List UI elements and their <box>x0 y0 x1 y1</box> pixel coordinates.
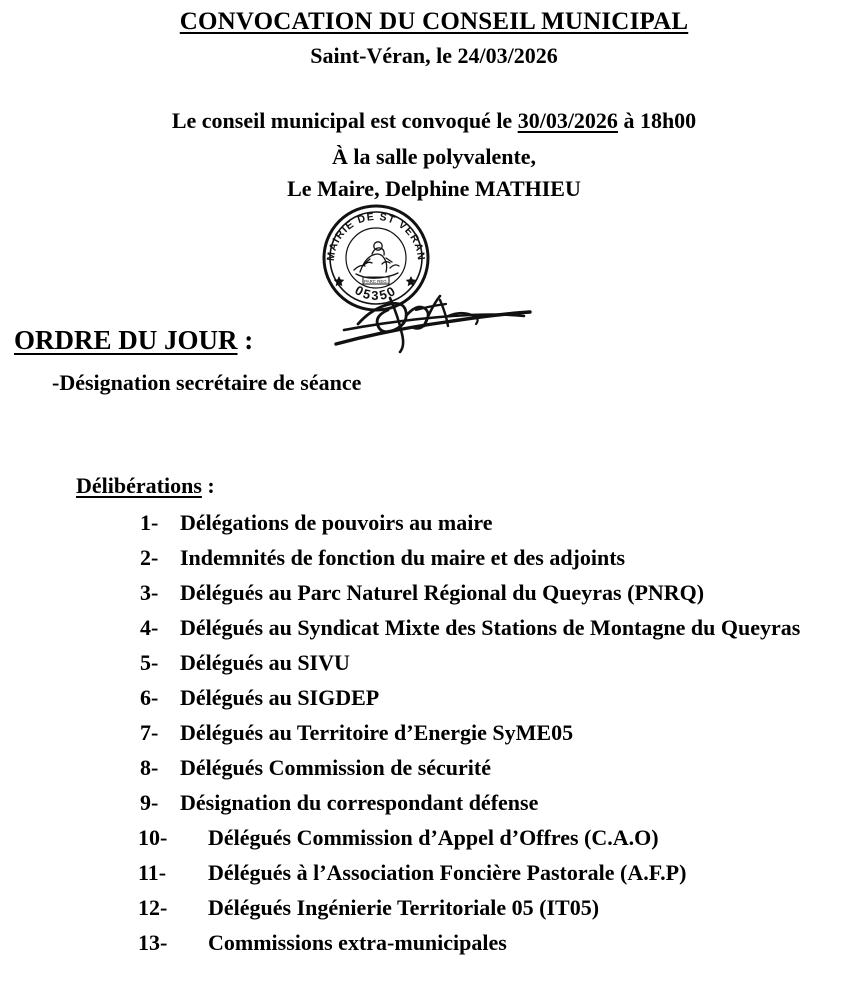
deliberation-item <box>0 610 868 645</box>
deliberation-label: Délégués au SIGDEP <box>180 685 380 710</box>
deliberation-number: 1- <box>140 510 159 535</box>
official-stamp-icon <box>320 202 432 314</box>
deliberation-number: 11- <box>138 860 167 885</box>
deliberation-number: 7- <box>140 720 159 745</box>
handwritten-signature <box>328 286 538 358</box>
deliberation-item <box>0 820 868 855</box>
deliberation-item <box>0 855 868 890</box>
deliberation-label: Délégués au SIVU <box>180 650 350 675</box>
deliberations-heading-colon: : <box>201 473 215 498</box>
deliberation-label: Commissions extra-municipales <box>208 930 507 955</box>
deliberations-list <box>0 505 868 960</box>
deliberations-heading <box>76 473 215 498</box>
deliberation-item <box>0 890 868 925</box>
deliberation-item <box>0 505 868 540</box>
deliberation-number: 5- <box>140 650 159 675</box>
deliberation-number: 2- <box>140 545 159 570</box>
svg-text:05350: 05350 <box>352 282 400 303</box>
deliberation-label: Délégués Commission de sécurité <box>180 755 492 780</box>
mayor-line: Le Maire, Delphine MATHIEU <box>287 176 581 201</box>
deliberation-label: Délégués au Syndicat Mixte des Stations de Montagne du Queyras <box>180 615 801 640</box>
deliberation-label: Délégués à l’Association Foncière Pastorale (A.F.P) <box>208 860 687 885</box>
deliberation-number: 4- <box>140 615 159 640</box>
svg-text:PARC REG.: PARC REG. <box>364 279 388 284</box>
deliberation-label: Délégations de pouvoirs au maire <box>180 510 493 535</box>
agenda-heading-text: ORDRE DU JOUR <box>14 325 238 355</box>
deliberation-number: 9- <box>140 790 159 815</box>
deliberation-number: 3- <box>140 580 159 605</box>
deliberation-number: 12- <box>138 895 168 920</box>
deliberation-label: Délégués Commission d’Appel d’Offres (C.A.O) <box>208 825 659 850</box>
convocation-prefix: Le conseil municipal est convoqué le <box>171 108 518 133</box>
deliberation-item <box>0 785 868 820</box>
svg-text:MAIRIE DE ST VERAN: MAIRIE DE ST VERAN <box>324 210 428 262</box>
deliberation-number: 10- <box>138 825 168 850</box>
deliberation-item <box>0 750 868 785</box>
deliberation-item <box>0 575 868 610</box>
deliberation-label: Délégués Ingénierie Territoriale 05 (IT05) <box>208 895 600 920</box>
agenda-heading <box>14 326 253 356</box>
deliberation-number: 13- <box>138 930 168 955</box>
page-title <box>0 8 868 36</box>
deliberation-label: Délégués au Territoire d’Energie SyME05 <box>180 720 574 745</box>
agenda-item-secretary: -Désignation secrétaire de séance <box>52 370 362 395</box>
meeting-date: 30/03/2026 <box>517 108 618 133</box>
deliberations-heading-text: Délibérations <box>76 473 202 498</box>
deliberation-item <box>0 645 868 680</box>
place-and-date: Saint-Véran, le 24/03/2026 <box>310 43 558 68</box>
page-title-text: CONVOCATION DU CONSEIL MUNICIPAL <box>179 8 689 35</box>
deliberation-item <box>0 540 868 575</box>
deliberation-item <box>0 680 868 715</box>
deliberation-label: Délégués au Parc Naturel Régional du Queyras (PNRQ) <box>180 580 705 605</box>
agenda-heading-colon: : <box>237 325 254 355</box>
convocation-suffix: à 18h00 <box>617 108 697 133</box>
deliberation-label: Désignation du correspondant défense <box>180 790 539 815</box>
deliberation-label: Indemnités de fonction du maire et des adjoints <box>180 545 626 570</box>
deliberation-item <box>0 715 868 750</box>
convocation-line <box>0 108 868 133</box>
venue-line: À la salle polyvalente, <box>331 144 537 169</box>
deliberation-number: 6- <box>140 685 159 710</box>
deliberation-item <box>0 925 868 960</box>
deliberation-number: 8- <box>140 755 159 780</box>
